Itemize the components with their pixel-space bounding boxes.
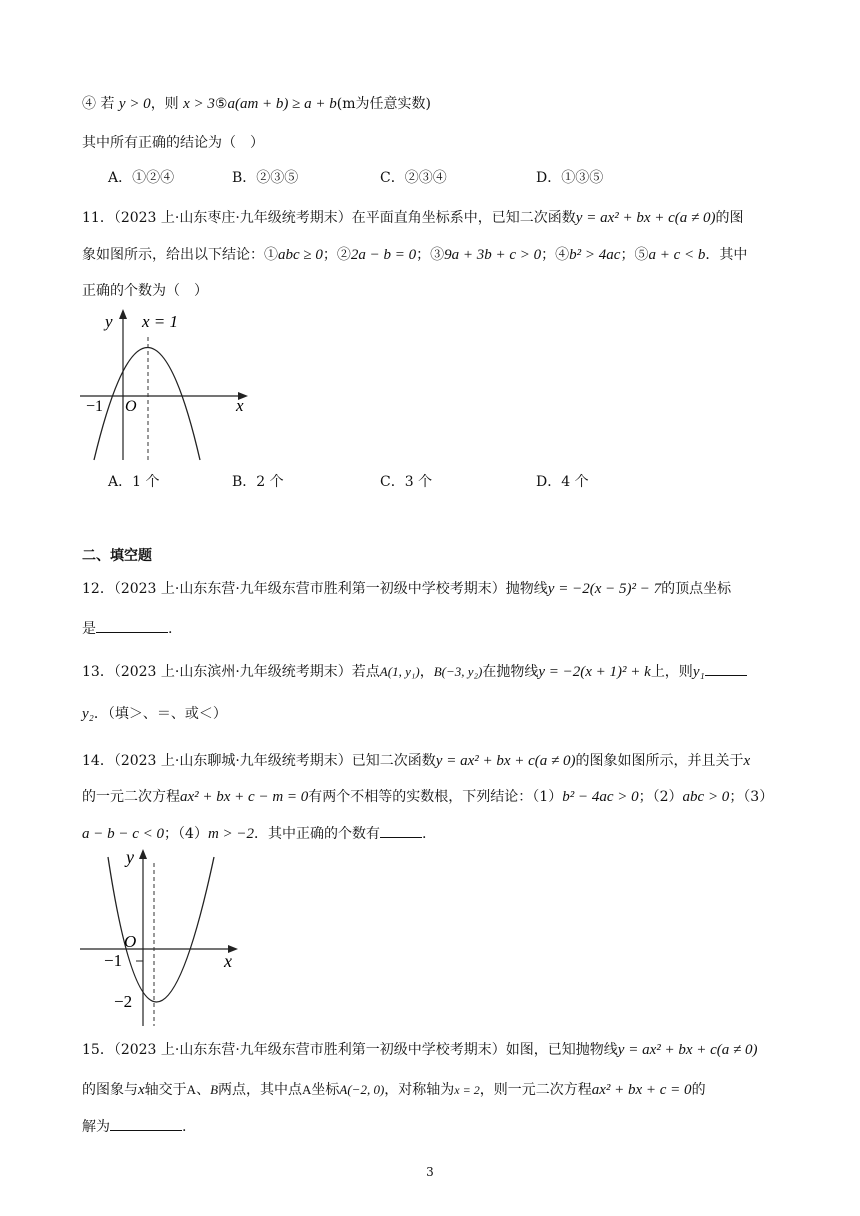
- q13-point-b: B(−3, y₂): [433, 664, 483, 679]
- q15-solution-prefix: 解为: [82, 1119, 110, 1135]
- q11-line3: 正确的个数为（ ）: [82, 283, 208, 299]
- q13-line2: [82, 704, 227, 724]
- q11-line1: [82, 208, 744, 228]
- q13-y1: y₁: [692, 664, 705, 680]
- q11-sep-5: ；⑤: [620, 247, 649, 263]
- q14-end: .: [422, 826, 427, 842]
- q11-y-label: y: [105, 312, 113, 331]
- q15-point-a: A: [186, 1082, 197, 1097]
- q14-x-var: x: [743, 753, 751, 769]
- q13-mid: 在抛物线: [482, 664, 539, 680]
- q10-item5-expr: a(am + b) ≥ a + b: [227, 96, 337, 112]
- q11-conclusion-2: 2a − b = 0: [350, 247, 417, 263]
- q14-x-label: x: [224, 951, 232, 971]
- q14-answer-blank[interactable]: [380, 823, 422, 838]
- q15-two-points: 两点，其中点: [218, 1082, 303, 1098]
- q12-answer-prefix: 是: [82, 621, 96, 637]
- q15-end: .: [182, 1119, 187, 1135]
- q14-parabola: [108, 857, 214, 1002]
- q14-neg-one-label: −1: [104, 951, 123, 970]
- q14-line1: [82, 751, 750, 771]
- q14-question: ．其中正确的个数有: [254, 826, 381, 842]
- q15-of: 的: [691, 1082, 706, 1098]
- q11-graph: [80, 305, 255, 465]
- q14-line3: [82, 823, 426, 844]
- q15-axis-intro: ，对称轴为: [384, 1082, 455, 1098]
- q15-eq-intro: ，则一元二次方程: [479, 1082, 592, 1098]
- q10-question: 其中所有正确的结论为（ ）: [82, 135, 264, 151]
- q14-conclusion-4: m > −2: [207, 826, 255, 842]
- q14-conclusion-3: a − b − c < 0: [82, 826, 165, 842]
- q15-stem: 15．（2023 上·山东东营·九年级东营市胜利第一初级中学校考期末）如图，已知抛物线: [82, 1042, 618, 1058]
- q14-conclusion-1: b² − 4ac > 0: [562, 789, 639, 805]
- q11-x-label: x: [236, 396, 244, 415]
- q11-line2: [82, 245, 747, 265]
- q11-sep-3: ；③: [416, 247, 445, 263]
- q12-end: .: [168, 621, 173, 637]
- q11-conclusions-intro: 象如图所示，给出以下结论：①: [82, 247, 278, 263]
- q14-equation: ax² + bx + c − m = 0: [180, 789, 309, 805]
- q11-option-b: B．2 个: [232, 474, 284, 490]
- q14-conclusion-2: abc > 0: [682, 789, 730, 805]
- q14-conclusions-intro: 有两个不相等的实数根，下列结论：（1）: [308, 789, 563, 805]
- q15-intersects: 轴交于: [144, 1082, 187, 1098]
- q11-parabola: [94, 348, 200, 461]
- q15-point-a2: A: [302, 1082, 312, 1097]
- q14-eq-intro: 的一元二次方程: [82, 789, 180, 805]
- q15-answer-blank[interactable]: [110, 1116, 182, 1131]
- q10-item4-prefix: ④ 若: [82, 96, 115, 112]
- q14-stem-mid: 的图象如图所示，并且关于: [575, 753, 744, 769]
- q10-item5-note: (m为任意实数): [336, 96, 431, 112]
- q13-expr: y = −2(x + 1)² + k: [538, 664, 651, 680]
- q10-option-d: D．①③⑤: [536, 170, 604, 186]
- q12-answer-blank[interactable]: [96, 618, 168, 633]
- q14-graph: [80, 843, 250, 1028]
- q14-y-label: y: [126, 847, 134, 867]
- section-heading: 二、填空题: [82, 548, 152, 564]
- q14-origin-label: O: [124, 932, 137, 951]
- q15-coord-word: 坐标: [311, 1082, 340, 1098]
- q11-option-d: D．4 个: [536, 474, 589, 490]
- q12-line1: [82, 579, 731, 599]
- q15-line1: [82, 1040, 758, 1060]
- q15-axis: x = 2: [454, 1083, 480, 1097]
- q14-line2: [82, 787, 773, 807]
- q11-stem-tail: 的图: [715, 210, 744, 226]
- q12-stem-tail: 的顶点坐标: [661, 581, 732, 597]
- q15-coord-a: A(−2, 0): [339, 1082, 385, 1097]
- q14-sep-2: ；（2）: [638, 789, 683, 805]
- q14-y-arrow: [139, 849, 147, 859]
- q14-neg-two-label: −2: [114, 992, 133, 1011]
- q14-function-expr: y = ax² + bx + c(a ≠ 0): [435, 753, 576, 769]
- q12-line2: [82, 618, 172, 639]
- q11-conclusion-5: a + c < b: [648, 247, 706, 263]
- q13-answer-blank[interactable]: [705, 661, 747, 676]
- q13-point-a: A(1, y₁): [379, 664, 420, 679]
- q11-y-arrow: [119, 309, 127, 319]
- q15-equation: ax² + bx + c = 0: [591, 1082, 692, 1098]
- q13-hint: ．（填＞、＝、或＜）: [93, 706, 227, 722]
- q11-origin-label: O: [125, 398, 137, 415]
- q11-option-c: C．3 个: [380, 474, 433, 490]
- q11-conclusion-3: 9a + 3b + c > 0: [444, 247, 542, 263]
- q14-sep-4: ；（4）: [164, 826, 208, 842]
- q11-conclusion-1: abc ≥ 0: [278, 247, 323, 263]
- q15-dot: 、: [196, 1082, 211, 1098]
- q10-option-a: A．①②④: [108, 170, 175, 186]
- q15-x-var: x: [138, 1082, 145, 1098]
- q13-then: 上，则: [650, 664, 693, 680]
- q11-sep-2: ；②: [322, 247, 351, 263]
- q13-stem: 13．（2023 上·山东滨州·九年级统考期末）若点: [82, 664, 380, 680]
- q11-stem-text: 11．（2023 上·山东枣庄·九年级统考期末）在平面直角坐标系中，已知二次函数: [82, 210, 576, 226]
- q15-graph-of: 的图象与: [82, 1082, 138, 1098]
- q10-item5-circ: ⑤: [214, 96, 228, 112]
- q11-conclusion-4: b² > 4ac: [569, 247, 621, 263]
- q11-option-a: A．1 个: [108, 474, 160, 490]
- q10-item4-cond: y > 0: [118, 96, 151, 112]
- q12-expr: y = −2(x − 5)² − 7: [547, 581, 662, 597]
- q15-function-expr: y = ax² + bx + c(a ≠ 0): [617, 1042, 758, 1058]
- q13-line1: [82, 661, 747, 682]
- q10-option-b: B．②③⑤: [232, 170, 299, 186]
- q10-item4-line: [82, 94, 431, 114]
- q10-option-c: C．②③④: [380, 170, 447, 186]
- q13-y2: y₂: [82, 706, 94, 722]
- q11-line2-tail: ．其中: [705, 247, 748, 263]
- q11-function-expr: y = ax² + bx + c(a ≠ 0): [575, 210, 716, 226]
- q11-neg-one-label: −1: [86, 398, 104, 415]
- q15-line2: [82, 1080, 706, 1100]
- q14-sep-3: ；（3）: [729, 789, 774, 805]
- q12-stem: 12．（2023 上·山东东营·九年级东营市胜利第一初级中学校考期末）抛物线: [82, 581, 548, 597]
- q10-item4-mid: ，则: [150, 96, 179, 112]
- q15-line3: [82, 1116, 186, 1137]
- q11-axis-eq-label: x = 1: [142, 312, 179, 331]
- page-number: 3: [426, 1165, 434, 1179]
- q10-item4-result: x > 3: [183, 96, 215, 112]
- q15-point-b: B: [210, 1082, 219, 1097]
- q13-comma: ，: [419, 664, 434, 680]
- q14-stem: 14．（2023 上·山东聊城·九年级统考期末）已知二次函数: [82, 753, 436, 769]
- q11-sep-4: ；④: [541, 247, 570, 263]
